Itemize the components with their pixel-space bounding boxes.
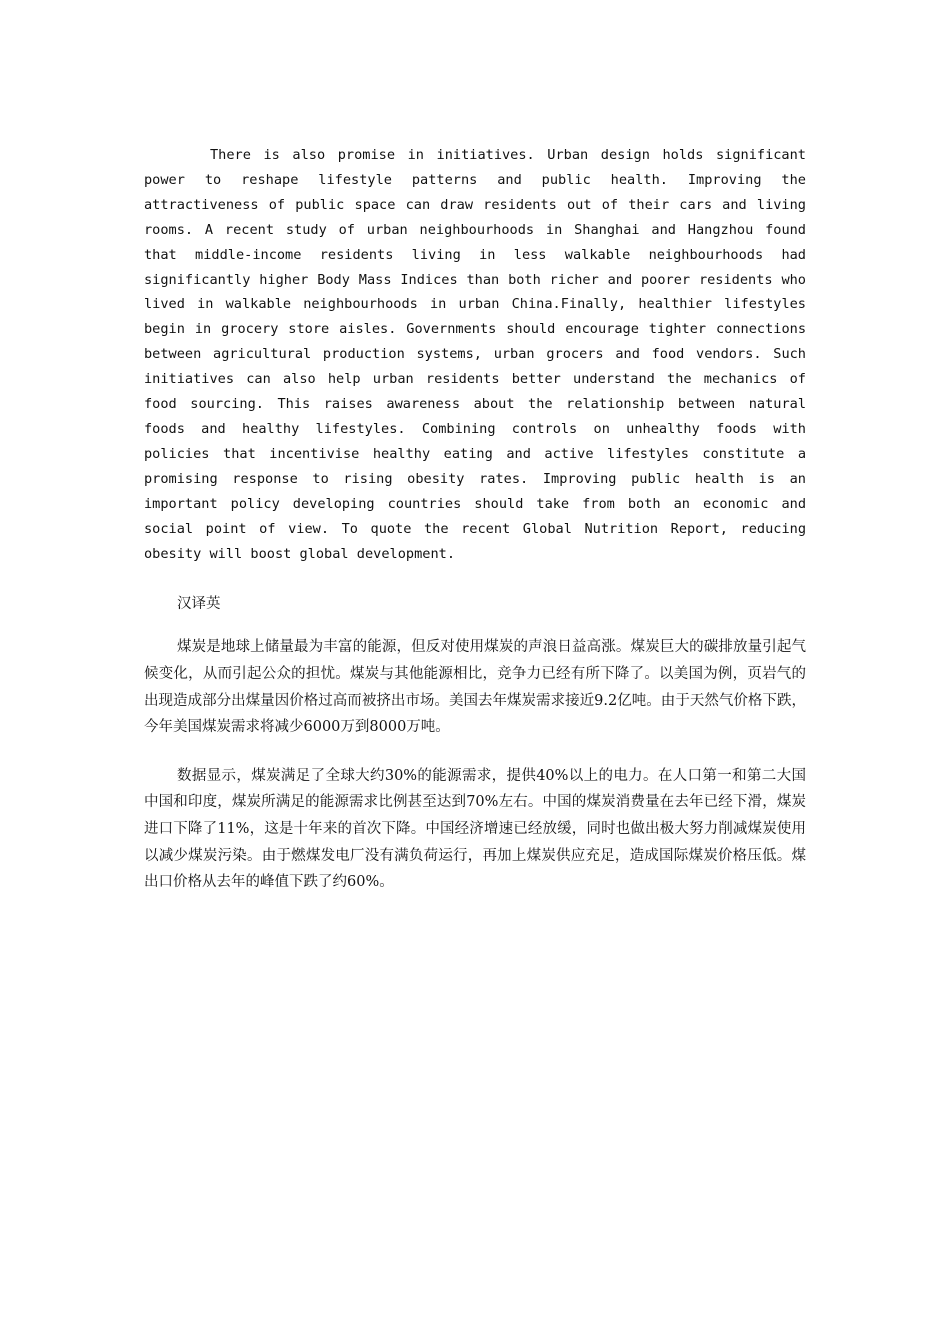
chinese-paragraph-1: 煤炭是地球上储量最为丰富的能源，但反对使用煤炭的声浪日益高涨。煤炭巨大的碳排放量引起气候变化，从而引起公众的担忧。煤炭与其他能源相比，竞争力已经有所下降了。以美国为例，页岩气的出现造成部分出煤量因价格过高而被挤出市场。美国去年煤炭需求接近9.2亿吨。由于天然气价格下跌，今年美国煤炭需求将减少6000万到8000万吨。	[144, 639, 806, 736]
section-heading: 汉译英	[177, 596, 221, 613]
chinese-paragraph-2: 数据显示，煤炭满足了全球大约30%的能源需求，提供40%以上的电力。在人口第一和第二大国中国和印度，煤炭所满足的能源需求比例甚至达到70%左右。中国的煤炭消费量在去年已经下滑，煤炭进口下降了11%，这是十年来的首次下降。中国经济增速已经放缓，同时也做出极大努力削减煤炭使用以减少煤炭污染。由于燃煤发电厂没有满负荷运行，再加上煤炭供应充足，造成国际煤炭价格压低。煤出口价格从去年的峰值下跌了约60%。	[144, 767, 806, 891]
document-body	[144, 143, 806, 896]
english-paragraph: There is also promise in initiatives. Urban design holds significant power to reshape lifestyle patterns and public health. Improving the attractiveness of public space can draw residents out of their cars and living rooms. A recent study of urban neighbourhoods in Shanghai and Hangzhou found that middle-income residents living in less walkable neighbourhoods had significantly higher Body Mass Indices than both richer and poorer residents who lived in walkable neighbourhoods in urban China.Finally, healthier lifestyles begin in grocery store aisles. Governments should encourage tighter connections between agricultural production systems, urban grocers and food vendors. Such initiatives can also help urban residents better understand the mechanics of food sourcing. This raises awareness about the relationship between natural foods and healthy lifestyles. Combining controls on unhealthy foods with policies that incentivise healthy eating and active lifestyles constitute a promising response to rising obesity rates. Improving public health is an important policy developing countries should take from both an economic and social point of view. To quote the recent Global Nutrition Report, reducing obesity will boost global development.	[144, 147, 806, 562]
